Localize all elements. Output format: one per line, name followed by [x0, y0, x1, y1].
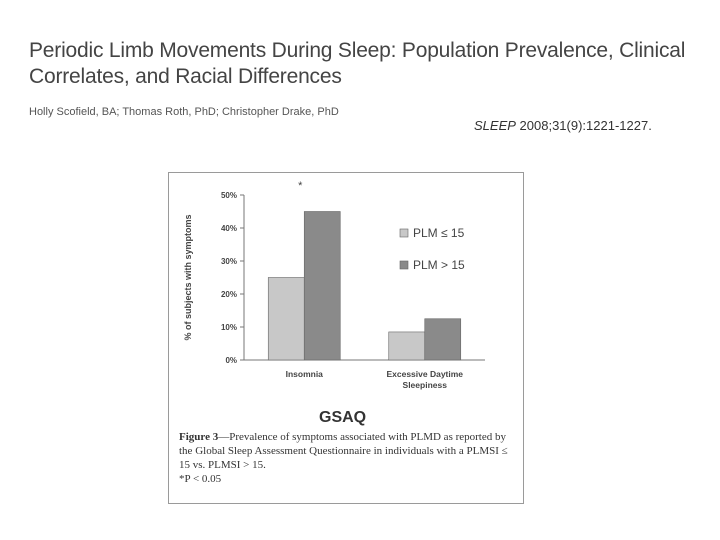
- bar-plm-gt-15: [304, 212, 340, 361]
- legend-label: PLM ≤ 15: [413, 226, 465, 240]
- bar-plm-gt-15: [425, 319, 461, 360]
- y-tick-label: 0%: [225, 356, 237, 365]
- legend-swatch: [400, 229, 408, 237]
- bar-plm-le-15: [268, 278, 304, 361]
- citation-details: 2008;31(9):1221-1227.: [515, 118, 652, 133]
- figure-3: [168, 172, 524, 504]
- bar-plm-le-15: [389, 332, 425, 360]
- y-tick-label: 30%: [220, 257, 237, 266]
- p-value-note: *P < 0.05: [179, 473, 222, 485]
- y-axis-label: % of subjects with symptoms: [183, 214, 193, 341]
- y-tick-label: 20%: [220, 290, 237, 299]
- caption-text: —Prevalence of symptoms associated with PLMD as reported by the Global Sleep Assessment Questionnaire in individuals with a PLMSI ≤ 15 vs. PLMSI > 15.: [179, 431, 508, 471]
- significance-marker: *: [298, 180, 303, 192]
- citation: [474, 118, 652, 133]
- figure-label: GSAQ: [319, 409, 367, 426]
- y-tick-label: 40%: [220, 224, 237, 233]
- author-list: Holly Scofield, BA; Thomas Roth, PhD; Christopher Drake, PhD: [29, 106, 339, 118]
- caption-label: Figure 3: [179, 431, 219, 443]
- category-label: Excessive Daytime: [386, 369, 464, 379]
- bar-chart: [169, 173, 523, 409]
- paper-title: Periodic Limb Movements During Sleep: Population Prevalence, Clinical Correlates, and Racial Differences: [29, 39, 686, 88]
- y-tick-label: 10%: [220, 323, 237, 332]
- y-tick-label: 50%: [220, 191, 237, 200]
- legend-swatch: [400, 261, 408, 269]
- figure-caption: [179, 430, 515, 486]
- category-label: Sleepiness: [402, 380, 447, 390]
- legend-label: PLM > 15: [413, 258, 465, 272]
- category-label: Insomnia: [285, 369, 323, 379]
- citation-journal: SLEEP: [474, 118, 516, 133]
